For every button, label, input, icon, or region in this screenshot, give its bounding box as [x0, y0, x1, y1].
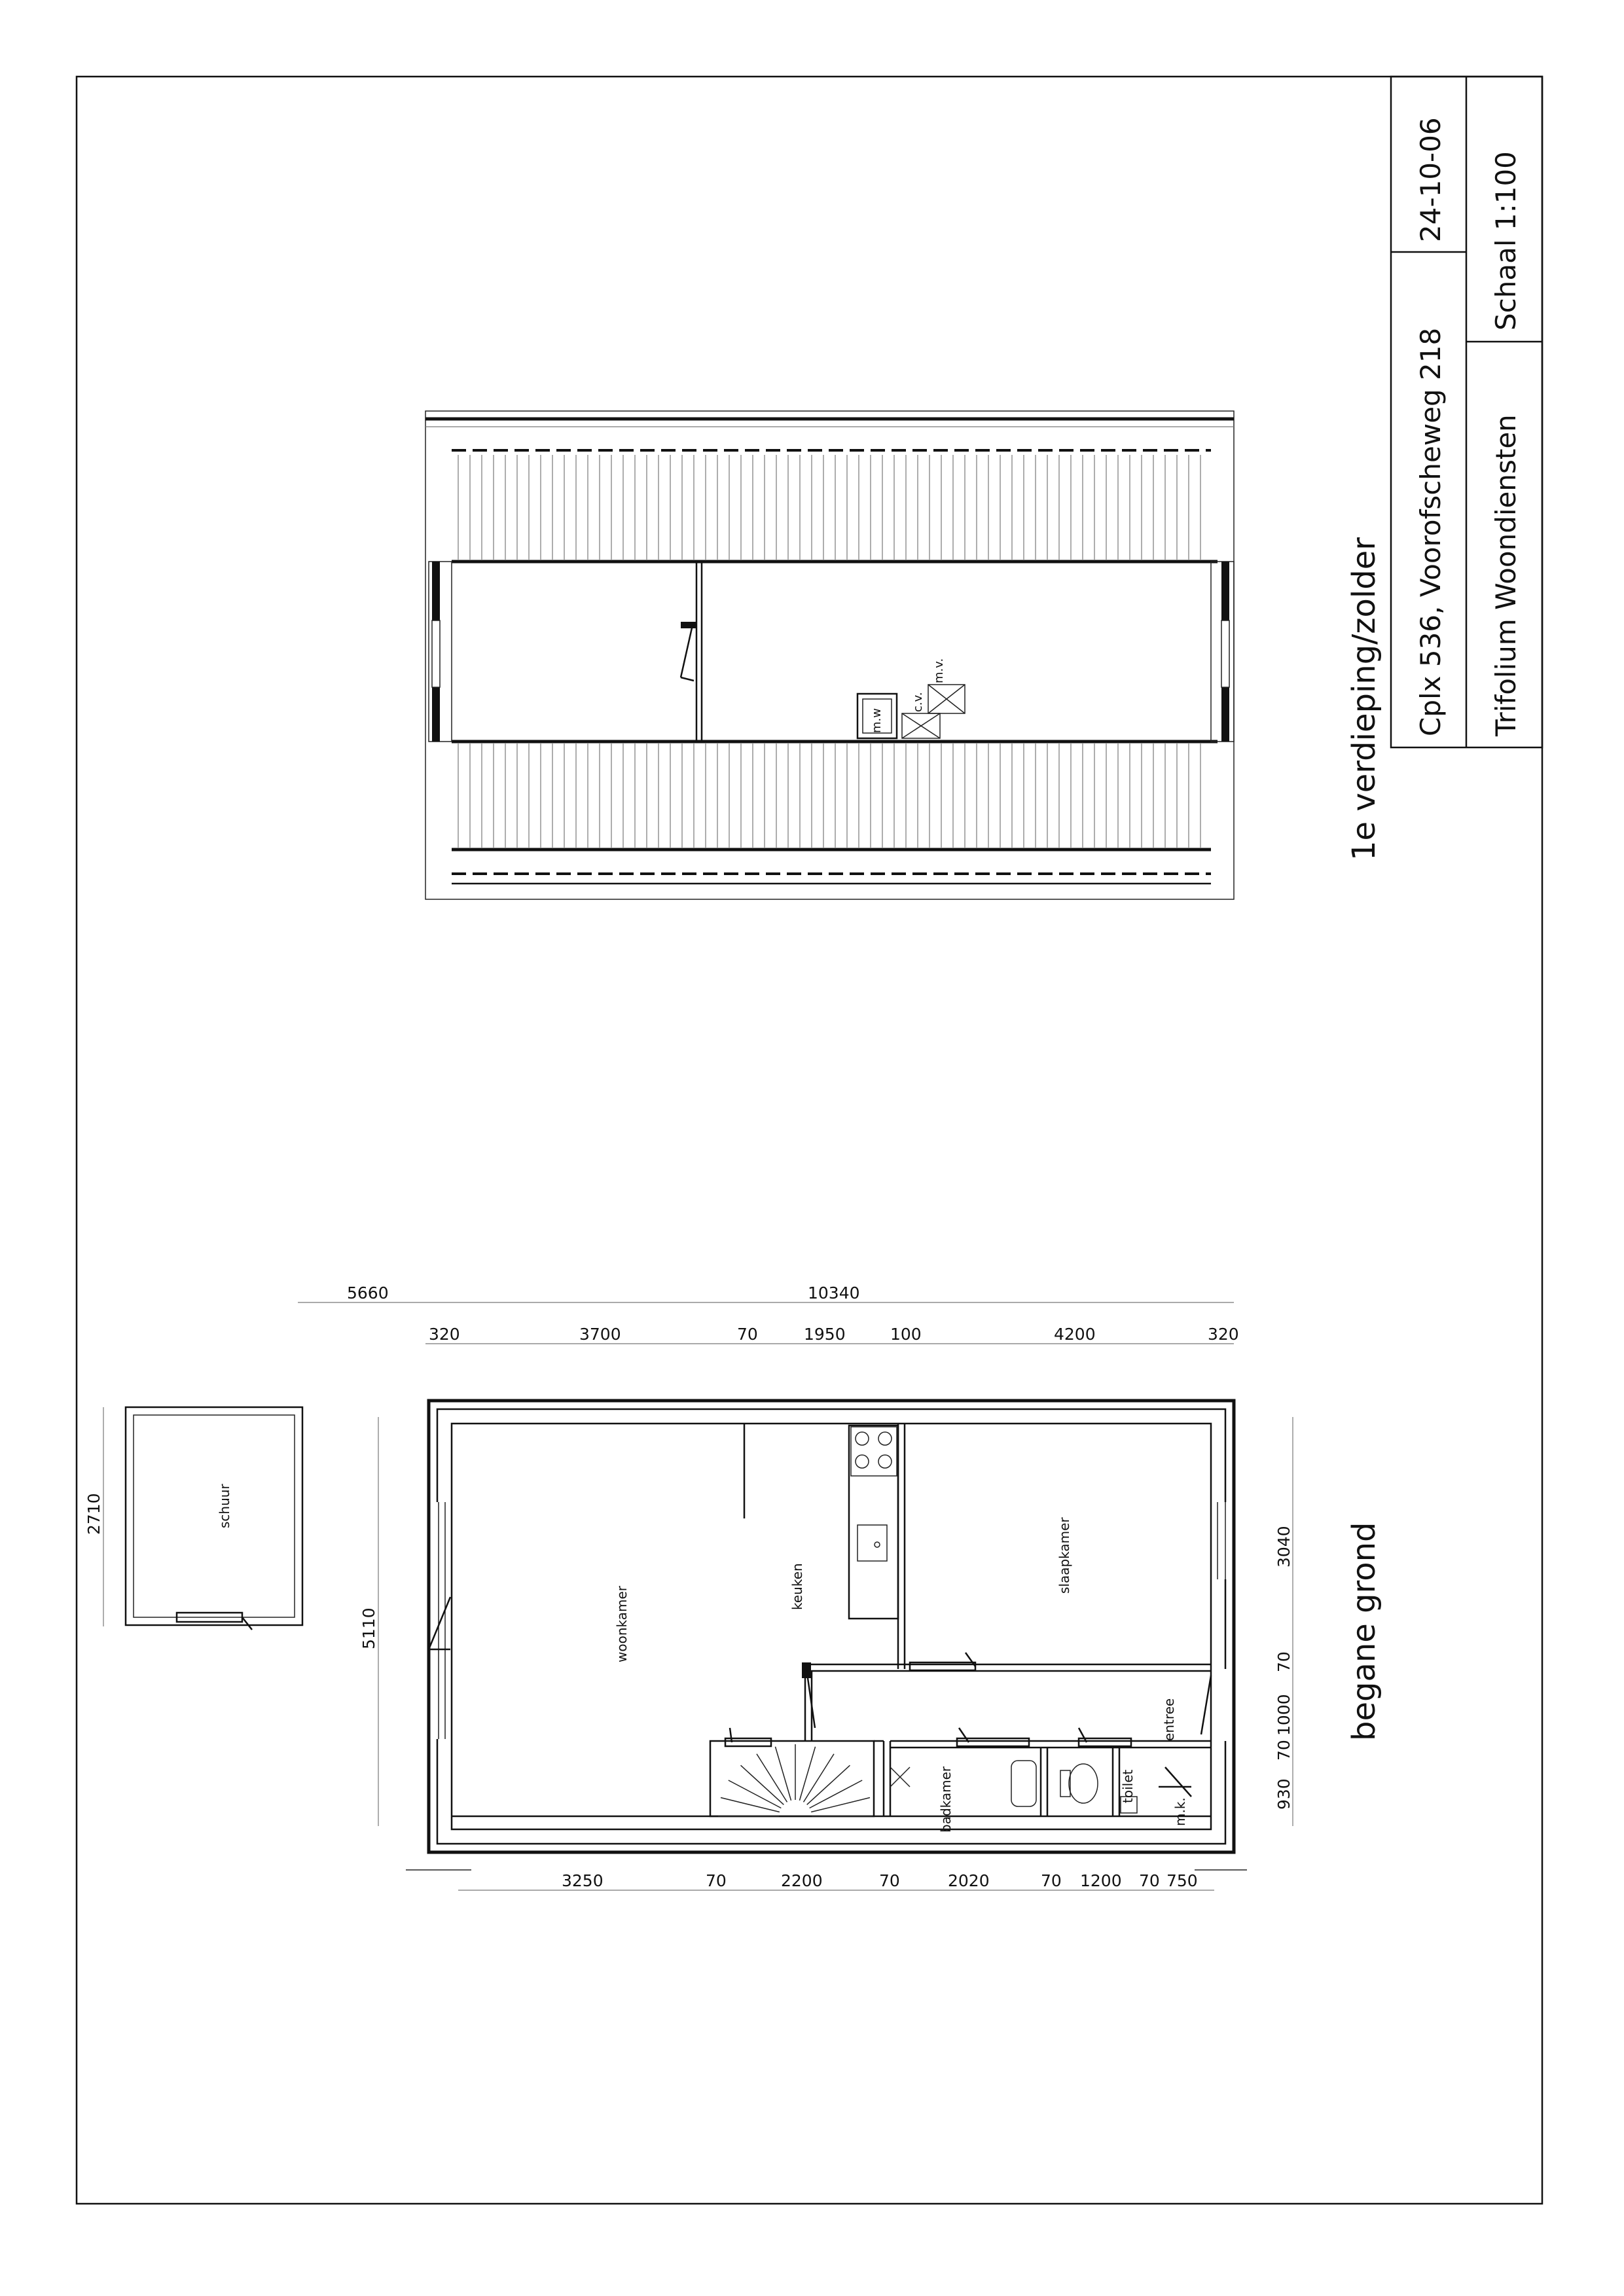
dim-top-320a: 320 — [429, 1325, 460, 1344]
dim-top-320b: 320 — [1208, 1325, 1239, 1344]
dim-bot-70b: 70 — [879, 1871, 900, 1890]
title-block-company: Trifolium Woondiensten — [1490, 414, 1522, 736]
hatch-line — [721, 1798, 780, 1812]
attic-label-mv: m.v. — [932, 658, 946, 683]
dim-bot-2020: 2020 — [948, 1871, 990, 1890]
dim-bot-70a: 70 — [706, 1871, 727, 1890]
hatch-line — [810, 1780, 863, 1808]
dim-overall-house: 10340 — [808, 1283, 860, 1302]
dim-bot-3250: 3250 — [562, 1871, 604, 1890]
attic-floor-plan — [425, 411, 1234, 899]
dim-right-1000: 1000 — [1274, 1694, 1293, 1736]
stair — [718, 1744, 873, 1816]
title-block-project: Cplx 536, Voorofscheweg 218 — [1415, 327, 1447, 736]
dim-top-70: 70 — [737, 1325, 758, 1344]
dim-bot-1200: 1200 — [1080, 1871, 1122, 1890]
hatch-line — [811, 1798, 870, 1812]
attic-label-mw: m.w — [870, 708, 884, 733]
dim-overall-shed: 5660 — [347, 1283, 389, 1302]
title-block-scale: Schaal 1:100 — [1490, 151, 1522, 331]
room-badkamer: badkamer — [938, 1766, 954, 1833]
room-keuken: keuken — [789, 1563, 805, 1610]
ground-floor-title: begane grond — [1346, 1522, 1382, 1741]
roof-rafters-top — [458, 455, 1200, 560]
title-block — [1391, 77, 1542, 747]
room-toilet: toilet — [1120, 1769, 1136, 1803]
hatch-line — [757, 1754, 787, 1803]
dim-right-930: 930 — [1274, 1778, 1293, 1810]
dim-right-70b: 70 — [1274, 1740, 1293, 1761]
shed-plan — [126, 1407, 302, 1630]
room-mk: m.k. — [1172, 1797, 1188, 1826]
dimension-lines — [103, 1302, 1293, 1890]
attic-label-cv: c.v. — [911, 692, 925, 712]
dim-top-1950: 1950 — [804, 1325, 846, 1344]
room-entree: entree — [1161, 1698, 1177, 1741]
hatch-line — [799, 1747, 815, 1801]
hatch-line — [807, 1765, 850, 1804]
dim-left-5110: 5110 — [359, 1607, 378, 1649]
hatch-line — [741, 1765, 784, 1804]
title-block-date: 24-10-06 — [1415, 117, 1447, 242]
dim-right-70a: 70 — [1274, 1651, 1293, 1672]
hatch-line — [775, 1747, 791, 1801]
upper-floor-title: 1e verdieping/zolder — [1346, 537, 1382, 861]
dim-bot-70d: 70 — [1139, 1871, 1160, 1890]
dim-right-3040: 3040 — [1274, 1526, 1293, 1568]
room-slaapkamer: slaapkamer — [1056, 1517, 1072, 1594]
room-woonkamer: woonkamer — [614, 1585, 630, 1662]
dim-top-3700: 3700 — [579, 1325, 621, 1344]
dim-bot-70c: 70 — [1041, 1871, 1062, 1890]
dim-shed-2710: 2710 — [84, 1493, 103, 1535]
hatch-line — [729, 1780, 782, 1808]
dim-top-100: 100 — [890, 1325, 922, 1344]
roof-rafters-bottom — [458, 744, 1200, 848]
dim-bot-2200: 2200 — [781, 1871, 823, 1890]
hatch-line — [804, 1754, 835, 1803]
room-schuur: schuur — [217, 1484, 232, 1528]
dim-bot-750: 750 — [1166, 1871, 1198, 1890]
dim-top-4200: 4200 — [1054, 1325, 1096, 1344]
